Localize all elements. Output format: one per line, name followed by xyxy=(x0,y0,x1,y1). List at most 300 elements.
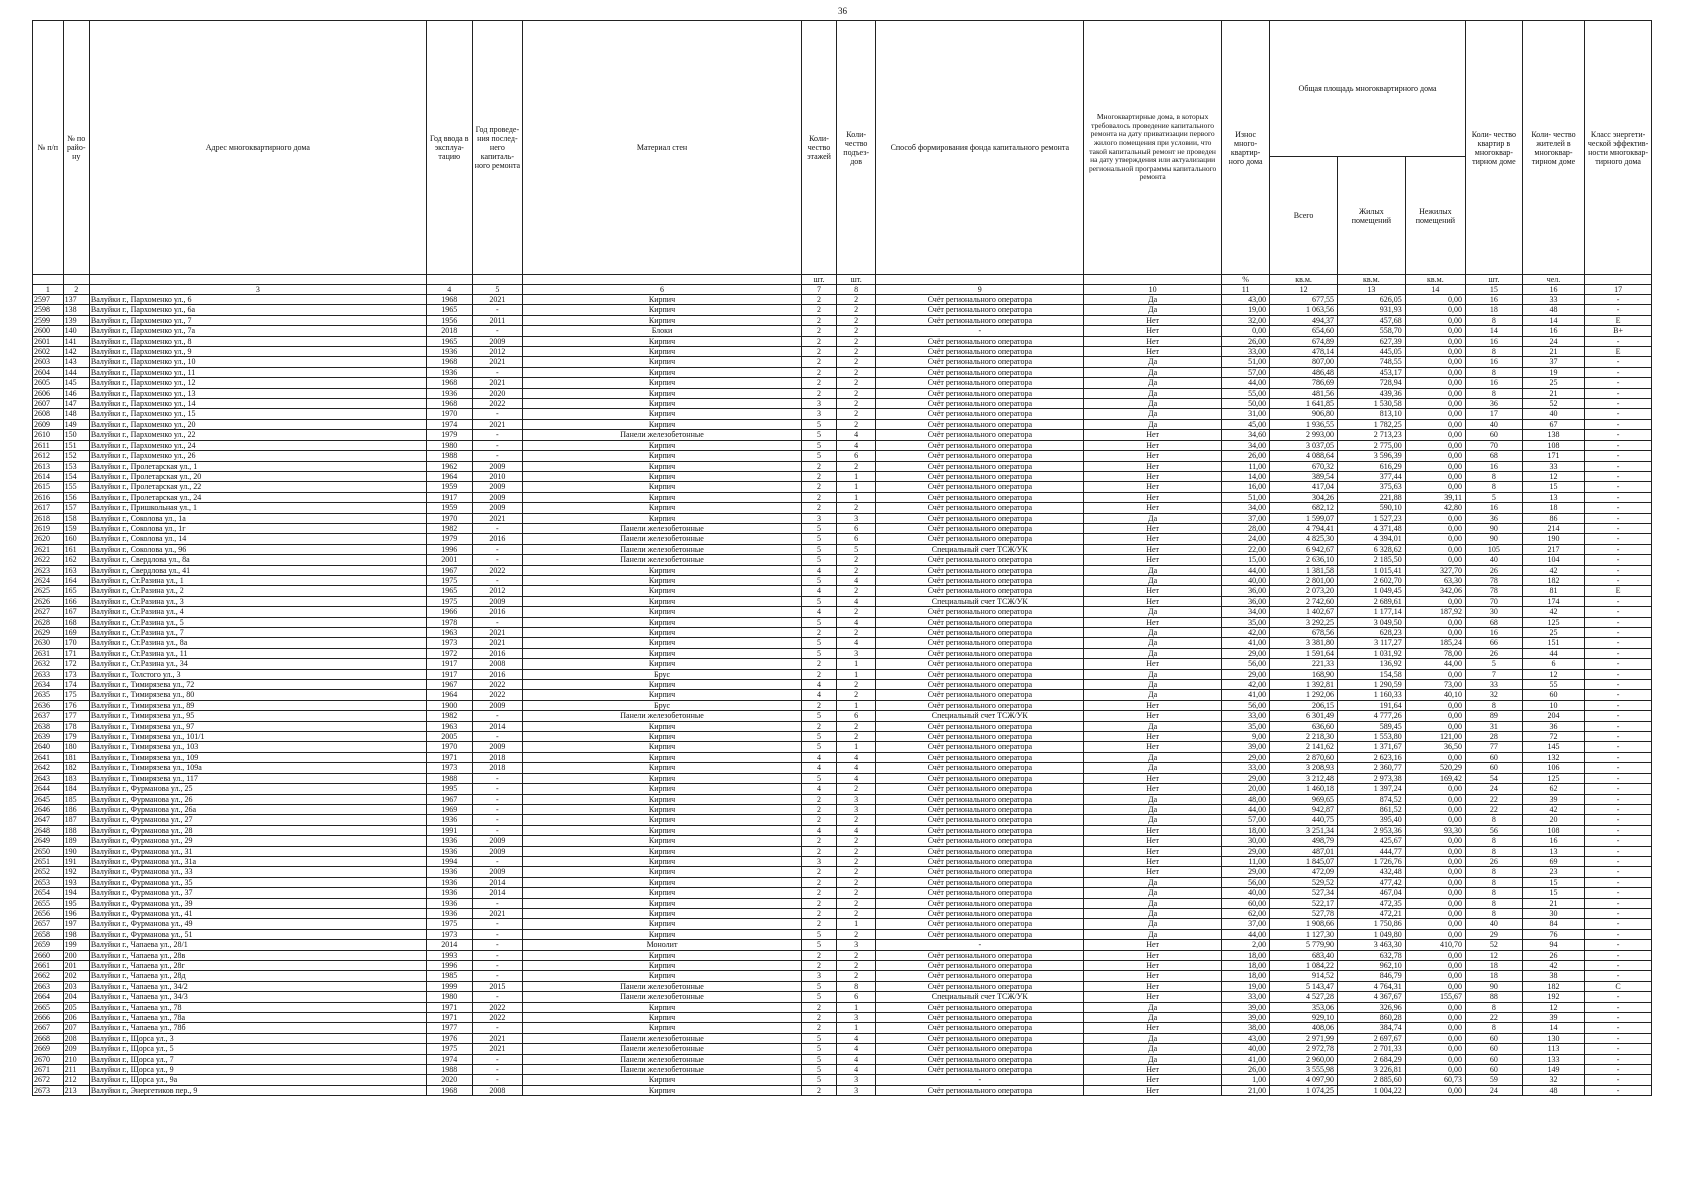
cell-address: Валуйки г., Пархоменко ул., 12 xyxy=(89,378,426,388)
cell-residents: 38 xyxy=(1522,971,1584,981)
cell-residents: 24 xyxy=(1522,336,1584,346)
cell-year-built: 1917 xyxy=(426,669,472,679)
table-row xyxy=(33,669,1652,679)
header-material: Материал стен xyxy=(523,21,802,275)
cell-floors: 2 xyxy=(801,628,836,638)
cell-row-number: 2645 xyxy=(33,794,64,804)
cell-residents: 214 xyxy=(1522,523,1584,533)
cell-apartments: 16 xyxy=(1465,336,1522,346)
cell-area-total: 2 801,00 xyxy=(1270,575,1338,585)
cell-year-built: 1963 xyxy=(426,721,472,731)
cell-year-built: 2014 xyxy=(426,940,472,950)
table-row xyxy=(33,1054,1652,1064)
cell-area-nonliving: 0,00 xyxy=(1405,315,1465,325)
cell-wall-material: Кирпич xyxy=(523,1013,802,1023)
cell-entrances: 2 xyxy=(836,961,875,971)
cell-repair-required: Да xyxy=(1084,763,1222,773)
cell-row-number: 2602 xyxy=(33,347,64,357)
cell-area-total: 6 301,49 xyxy=(1270,711,1338,721)
cell-apartments: 8 xyxy=(1465,877,1522,887)
cell-area-nonliving: 0,00 xyxy=(1405,419,1465,429)
cell-floors: 5 xyxy=(801,773,836,783)
header-fund-method: Способ формирования фонда капитального ремонта xyxy=(876,21,1084,275)
cell-area-living: 3 463,30 xyxy=(1337,940,1405,950)
cell-district-number: 165 xyxy=(63,586,89,596)
cell-row-number: 2628 xyxy=(33,617,64,627)
cell-address: Валуйки г., Фурманова ул., 31а xyxy=(89,856,426,866)
cell-address: Валуйки г., Энергетиков пер., 9 xyxy=(89,1085,426,1095)
cell-area-living: 728,94 xyxy=(1337,378,1405,388)
cell-address: Валуйки г., Щорса ул., 9а xyxy=(89,1075,426,1085)
cell-area-nonliving: 0,00 xyxy=(1405,409,1465,419)
table-row xyxy=(33,565,1652,575)
cell-year-repair: 2022 xyxy=(472,690,522,700)
cell-area-living: 1 527,23 xyxy=(1337,513,1405,523)
cell-area-living: 3 117,27 xyxy=(1337,638,1405,648)
cell-apartments: 16 xyxy=(1465,357,1522,367)
cell-area-total: 527,78 xyxy=(1270,908,1338,918)
cell-area-nonliving: 0,00 xyxy=(1405,669,1465,679)
cell-area-living: 477,42 xyxy=(1337,877,1405,887)
cell-fund-method: Счёт регионального оператора xyxy=(876,1085,1084,1095)
cell-repair-required: Да xyxy=(1084,628,1222,638)
cell-repair-required: Да xyxy=(1084,399,1222,409)
cell-entrances: 3 xyxy=(836,940,875,950)
cell-area-total: 221,33 xyxy=(1270,659,1338,669)
cell-area-living: 472,35 xyxy=(1337,898,1405,908)
cell-area-total: 1 292,06 xyxy=(1270,690,1338,700)
cell-district-number: 169 xyxy=(63,628,89,638)
cell-area-living: 813,10 xyxy=(1337,409,1405,419)
cell-entrances: 2 xyxy=(836,898,875,908)
cell-year-built: 1969 xyxy=(426,804,472,814)
cell-row-number: 2657 xyxy=(33,919,64,929)
cell-area-total: 1 127,30 xyxy=(1270,929,1338,939)
cell-area-nonliving: 0,00 xyxy=(1405,513,1465,523)
cell-year-repair: 2016 xyxy=(472,648,522,658)
cell-wear: 33,00 xyxy=(1222,711,1270,721)
cell-energy-class: С xyxy=(1585,981,1652,991)
cell-wall-material: Кирпич xyxy=(523,378,802,388)
cell-row-number: 2673 xyxy=(33,1085,64,1095)
cell-entrances: 2 xyxy=(836,399,875,409)
cell-district-number: 144 xyxy=(63,367,89,377)
cell-residents: 6 xyxy=(1522,659,1584,669)
cell-area-living: 1 049,80 xyxy=(1337,929,1405,939)
cell-apartments: 14 xyxy=(1465,326,1522,336)
table-row xyxy=(33,773,1652,783)
cell-fund-method: Счёт регионального оператора xyxy=(876,534,1084,544)
cell-address: Валуйки г., Тимирязева ул., 103 xyxy=(89,742,426,752)
cell-year-repair: 2010 xyxy=(472,471,522,481)
cell-energy-class: - xyxy=(1585,388,1652,398)
cell-residents: 104 xyxy=(1522,555,1584,565)
cell-row-number: 2617 xyxy=(33,503,64,513)
cell-district-number: 155 xyxy=(63,482,89,492)
cell-floors: 2 xyxy=(801,867,836,877)
cell-fund-method: Счёт регионального оператора xyxy=(876,846,1084,856)
cell-floors: 2 xyxy=(801,1085,836,1095)
cell-area-living: 860,28 xyxy=(1337,1013,1405,1023)
cell-area-living: 626,05 xyxy=(1337,295,1405,305)
cell-year-built: 1936 xyxy=(426,846,472,856)
cell-district-number: 174 xyxy=(63,680,89,690)
cell-residents: 42 xyxy=(1522,961,1584,971)
cell-floors: 2 xyxy=(801,804,836,814)
cell-entrances: 4 xyxy=(836,1054,875,1064)
cell-year-repair: 2016 xyxy=(472,534,522,544)
cell-area-total: 807,00 xyxy=(1270,357,1338,367)
cell-residents: 14 xyxy=(1522,315,1584,325)
table-row xyxy=(33,700,1652,710)
cell-address: Валуйки г., Пархоменко ул., 14 xyxy=(89,399,426,409)
cell-year-built: 1956 xyxy=(426,315,472,325)
cell-address: Валуйки г., Фурманова ул., 26а xyxy=(89,804,426,814)
cell-year-built: 1936 xyxy=(426,908,472,918)
cell-apartments: 78 xyxy=(1465,586,1522,596)
cell-wall-material: Кирпич xyxy=(523,492,802,502)
cell-apartments: 60 xyxy=(1465,1054,1522,1064)
cell-floors: 5 xyxy=(801,419,836,429)
cell-apartments: 18 xyxy=(1465,305,1522,315)
cell-row-number: 2672 xyxy=(33,1075,64,1085)
cell-row-number: 2615 xyxy=(33,482,64,492)
cell-district-number: 173 xyxy=(63,669,89,679)
cell-wall-material: Кирпич xyxy=(523,680,802,690)
cell-year-repair: 2021 xyxy=(472,628,522,638)
cell-fund-method: Счёт регионального оператора xyxy=(876,1013,1084,1023)
cell-year-built: 1936 xyxy=(426,367,472,377)
cell-floors: 3 xyxy=(801,971,836,981)
cell-entrances: 2 xyxy=(836,908,875,918)
cell-area-living: 4 764,31 xyxy=(1337,981,1405,991)
cell-wall-material: Кирпич xyxy=(523,617,802,627)
cell-area-living: 467,04 xyxy=(1337,888,1405,898)
cell-wall-material: Кирпич xyxy=(523,867,802,877)
cell-address: Валуйки г., Ст.Разина ул., 11 xyxy=(89,648,426,658)
cell-wall-material: Кирпич xyxy=(523,1002,802,1012)
cell-apartments: 90 xyxy=(1465,981,1522,991)
cell-apartments: 59 xyxy=(1465,1075,1522,1085)
cell-floors: 5 xyxy=(801,534,836,544)
cell-energy-class: - xyxy=(1585,836,1652,846)
column-number: 5 xyxy=(472,285,522,295)
cell-area-total: 1 381,58 xyxy=(1270,565,1338,575)
table-row xyxy=(33,503,1652,513)
cell-entrances: 4 xyxy=(836,575,875,585)
cell-floors: 2 xyxy=(801,919,836,929)
cell-area-nonliving: 0,00 xyxy=(1405,347,1465,357)
cell-address: Валуйки г., Чапаева ул., 34/3 xyxy=(89,992,426,1002)
cell-apartments: 33 xyxy=(1465,680,1522,690)
cell-row-number: 2640 xyxy=(33,742,64,752)
cell-entrances: 2 xyxy=(836,950,875,960)
table-row xyxy=(33,409,1652,419)
cell-floors: 2 xyxy=(801,326,836,336)
cell-floors: 2 xyxy=(801,503,836,513)
cell-fund-method: Счёт регионального оператора xyxy=(876,565,1084,575)
cell-apartments: 60 xyxy=(1465,752,1522,762)
cell-area-nonliving: 36,50 xyxy=(1405,742,1465,752)
cell-area-living: 2 701,33 xyxy=(1337,1044,1405,1054)
cell-wear: 41,00 xyxy=(1222,690,1270,700)
cell-apartments: 52 xyxy=(1465,940,1522,950)
table-row xyxy=(33,336,1652,346)
cell-floors: 2 xyxy=(801,295,836,305)
header-year-built: Год ввода в эксплуа- тацию xyxy=(426,21,472,275)
cell-wall-material: Кирпич xyxy=(523,971,802,981)
cell-area-nonliving: 0,00 xyxy=(1405,617,1465,627)
table-row xyxy=(33,711,1652,721)
cell-year-built: 2005 xyxy=(426,732,472,742)
table-row xyxy=(33,617,1652,627)
cell-floors: 3 xyxy=(801,856,836,866)
cell-year-built: 1979 xyxy=(426,430,472,440)
table-row xyxy=(33,575,1652,585)
cell-area-living: 2 775,00 xyxy=(1337,440,1405,450)
cell-address: Валуйки г., Щорса ул., 5 xyxy=(89,1044,426,1054)
cell-row-number: 2635 xyxy=(33,690,64,700)
cell-energy-class: - xyxy=(1585,888,1652,898)
cell-year-repair: - xyxy=(472,992,522,1002)
cell-wall-material: Панели железобетонные xyxy=(523,1054,802,1064)
cell-fund-method: Счёт регионального оператора xyxy=(876,700,1084,710)
cell-fund-method: Счёт регионального оператора xyxy=(876,1023,1084,1033)
cell-area-total: 481,56 xyxy=(1270,388,1338,398)
cell-repair-required: Нет xyxy=(1084,523,1222,533)
cell-year-repair: - xyxy=(472,451,522,461)
cell-area-total: 2 636,10 xyxy=(1270,555,1338,565)
cell-area-nonliving: 40,10 xyxy=(1405,690,1465,700)
cell-wall-material: Кирпич xyxy=(523,721,802,731)
cell-energy-class: - xyxy=(1585,305,1652,315)
cell-area-total: 472,09 xyxy=(1270,867,1338,877)
cell-wear: 38,00 xyxy=(1222,1023,1270,1033)
cell-area-total: 4 825,30 xyxy=(1270,534,1338,544)
cell-residents: 76 xyxy=(1522,929,1584,939)
cell-area-total: 914,52 xyxy=(1270,971,1338,981)
cell-year-built: 1967 xyxy=(426,794,472,804)
cell-district-number: 156 xyxy=(63,492,89,502)
cell-apartments: 8 xyxy=(1465,908,1522,918)
cell-entrances: 3 xyxy=(836,1075,875,1085)
cell-district-number: 148 xyxy=(63,409,89,419)
cell-address: Валуйки г., Ст.Разина ул., 34 xyxy=(89,659,426,669)
cell-floors: 2 xyxy=(801,659,836,669)
cell-residents: 125 xyxy=(1522,773,1584,783)
cell-wall-material: Кирпич xyxy=(523,836,802,846)
cell-floors: 4 xyxy=(801,586,836,596)
cell-floors: 3 xyxy=(801,399,836,409)
cell-row-number: 2601 xyxy=(33,336,64,346)
cell-district-number: 187 xyxy=(63,815,89,825)
cell-apartments: 89 xyxy=(1465,711,1522,721)
cell-apartments: 31 xyxy=(1465,721,1522,731)
cell-year-repair: - xyxy=(472,794,522,804)
cell-entrances: 2 xyxy=(836,347,875,357)
cell-energy-class: - xyxy=(1585,399,1652,409)
cell-energy-class: Е xyxy=(1585,347,1652,357)
table-row xyxy=(33,961,1652,971)
cell-year-repair: 2022 xyxy=(472,1013,522,1023)
cell-wear: 42,00 xyxy=(1222,680,1270,690)
cell-floors: 4 xyxy=(801,784,836,794)
cell-year-built: 1970 xyxy=(426,742,472,752)
column-number: 3 xyxy=(89,285,426,295)
cell-area-nonliving: 121,00 xyxy=(1405,732,1465,742)
cell-area-nonliving: 0,00 xyxy=(1405,846,1465,856)
cell-row-number: 2619 xyxy=(33,523,64,533)
table-row xyxy=(33,295,1652,305)
cell-entrances: 8 xyxy=(836,981,875,991)
cell-area-living: 589,45 xyxy=(1337,721,1405,731)
cell-apartments: 8 xyxy=(1465,315,1522,325)
cell-district-number: 167 xyxy=(63,607,89,617)
column-numbers-row xyxy=(33,285,1652,295)
table-row xyxy=(33,607,1652,617)
cell-wear: 39,00 xyxy=(1222,1013,1270,1023)
cell-area-total: 389,54 xyxy=(1270,471,1338,481)
cell-row-number: 2647 xyxy=(33,815,64,825)
cell-year-repair: 2014 xyxy=(472,721,522,731)
cell-year-built: 1980 xyxy=(426,992,472,1002)
cell-apartments: 8 xyxy=(1465,1002,1522,1012)
cell-repair-required: Нет xyxy=(1084,846,1222,856)
cell-year-built: 1900 xyxy=(426,700,472,710)
cell-fund-method: Счёт регионального оператора xyxy=(876,877,1084,887)
cell-floors: 5 xyxy=(801,992,836,1002)
table-row xyxy=(33,825,1652,835)
cell-entrances: 2 xyxy=(836,357,875,367)
cell-area-living: 136,92 xyxy=(1337,659,1405,669)
cell-district-number: 168 xyxy=(63,617,89,627)
cell-wall-material: Кирпич xyxy=(523,565,802,575)
cell-area-living: 4 371,48 xyxy=(1337,523,1405,533)
table-row xyxy=(33,742,1652,752)
cell-area-living: 3 226,81 xyxy=(1337,1065,1405,1075)
cell-fund-method: Счёт регионального оператора xyxy=(876,836,1084,846)
cell-wear: 11,00 xyxy=(1222,461,1270,471)
cell-repair-required: Да xyxy=(1084,1002,1222,1012)
cell-wear: 40,00 xyxy=(1222,575,1270,585)
cell-area-total: 529,52 xyxy=(1270,877,1338,887)
cell-year-built: 1980 xyxy=(426,440,472,450)
cell-apartments: 60 xyxy=(1465,430,1522,440)
cell-wear: 28,00 xyxy=(1222,523,1270,533)
cell-floors: 4 xyxy=(801,690,836,700)
cell-fund-method: Счёт регионального оператора xyxy=(876,388,1084,398)
cell-wear: 44,00 xyxy=(1222,565,1270,575)
cell-address: Валуйки г., Тимирязева ул., 72 xyxy=(89,680,426,690)
cell-row-number: 2654 xyxy=(33,888,64,898)
cell-repair-required: Да xyxy=(1084,1033,1222,1043)
cell-area-living: 558,70 xyxy=(1337,326,1405,336)
cell-year-built: 1975 xyxy=(426,919,472,929)
cell-wear: 34,00 xyxy=(1222,440,1270,450)
cell-wear: 37,00 xyxy=(1222,919,1270,929)
cell-address: Валуйки г., Фурманова ул., 29 xyxy=(89,836,426,846)
cell-fund-method: Счёт регионального оператора xyxy=(876,690,1084,700)
cell-residents: 125 xyxy=(1522,617,1584,627)
cell-year-repair: - xyxy=(472,523,522,533)
cell-year-repair: 2020 xyxy=(472,388,522,398)
cell-area-nonliving: 327,70 xyxy=(1405,565,1465,575)
cell-apartments: 28 xyxy=(1465,732,1522,742)
cell-year-repair: 2021 xyxy=(472,419,522,429)
cell-row-number: 2651 xyxy=(33,856,64,866)
column-number: 4 xyxy=(426,285,472,295)
cell-residents: 138 xyxy=(1522,430,1584,440)
cell-year-built: 1936 xyxy=(426,388,472,398)
cell-entrances: 3 xyxy=(836,794,875,804)
cell-fund-method: Счёт регионального оператора xyxy=(876,503,1084,513)
cell-residents: 15 xyxy=(1522,482,1584,492)
cell-wall-material: Панели железобетонные xyxy=(523,711,802,721)
cell-wall-material: Кирпич xyxy=(523,752,802,762)
cell-area-nonliving: 44,00 xyxy=(1405,659,1465,669)
cell-floors: 4 xyxy=(801,680,836,690)
cell-area-total: 1 392,81 xyxy=(1270,680,1338,690)
cell-energy-class: - xyxy=(1585,950,1652,960)
cell-residents: 106 xyxy=(1522,763,1584,773)
cell-row-number: 2637 xyxy=(33,711,64,721)
cell-row-number: 2652 xyxy=(33,867,64,877)
cell-apartments: 60 xyxy=(1465,1065,1522,1075)
cell-area-nonliving: 410,70 xyxy=(1405,940,1465,950)
cell-district-number: 177 xyxy=(63,711,89,721)
cell-fund-method: Счёт регионального оператора xyxy=(876,898,1084,908)
cell-apartments: 16 xyxy=(1465,503,1522,513)
cell-wall-material: Кирпич xyxy=(523,315,802,325)
cell-area-total: 527,34 xyxy=(1270,888,1338,898)
cell-residents: 174 xyxy=(1522,596,1584,606)
column-number: 17 xyxy=(1585,285,1652,295)
cell-energy-class: - xyxy=(1585,877,1652,887)
cell-address: Валуйки г., Пархоменко ул., 10 xyxy=(89,357,426,367)
cell-district-number: 210 xyxy=(63,1054,89,1064)
cell-energy-class: - xyxy=(1585,961,1652,971)
cell-area-living: 377,44 xyxy=(1337,471,1405,481)
table-row xyxy=(33,357,1652,367)
cell-floors: 2 xyxy=(801,492,836,502)
cell-apartments: 8 xyxy=(1465,471,1522,481)
cell-wall-material: Блоки xyxy=(523,326,802,336)
cell-address: Валуйки г., Фурманова ул., 28 xyxy=(89,825,426,835)
cell-wear: 45,00 xyxy=(1222,419,1270,429)
cell-residents: 42 xyxy=(1522,607,1584,617)
cell-wall-material: Кирпич xyxy=(523,690,802,700)
cell-district-number: 154 xyxy=(63,471,89,481)
cell-area-living: 1 290,59 xyxy=(1337,680,1405,690)
cell-repair-required: Да xyxy=(1084,1044,1222,1054)
cell-area-living: 1 750,86 xyxy=(1337,919,1405,929)
cell-wear: 0,00 xyxy=(1222,326,1270,336)
cell-area-nonliving: 93,30 xyxy=(1405,825,1465,835)
cell-energy-class: - xyxy=(1585,1013,1652,1023)
table-row xyxy=(33,347,1652,357)
cell-fund-method: Счёт регионального оператора xyxy=(876,471,1084,481)
table-row xyxy=(33,680,1652,690)
cell-energy-class: - xyxy=(1585,513,1652,523)
cell-residents: 108 xyxy=(1522,440,1584,450)
cell-area-nonliving: 0,00 xyxy=(1405,471,1465,481)
cell-energy-class: В+ xyxy=(1585,326,1652,336)
table-row xyxy=(33,919,1652,929)
cell-address: Валуйки г., Чапаева ул., 28д xyxy=(89,971,426,981)
cell-year-repair: - xyxy=(472,326,522,336)
cell-fund-method: Счёт регионального оператора xyxy=(876,1065,1084,1075)
cell-fund-method: Специальный счет ТСЖ/УК xyxy=(876,711,1084,721)
